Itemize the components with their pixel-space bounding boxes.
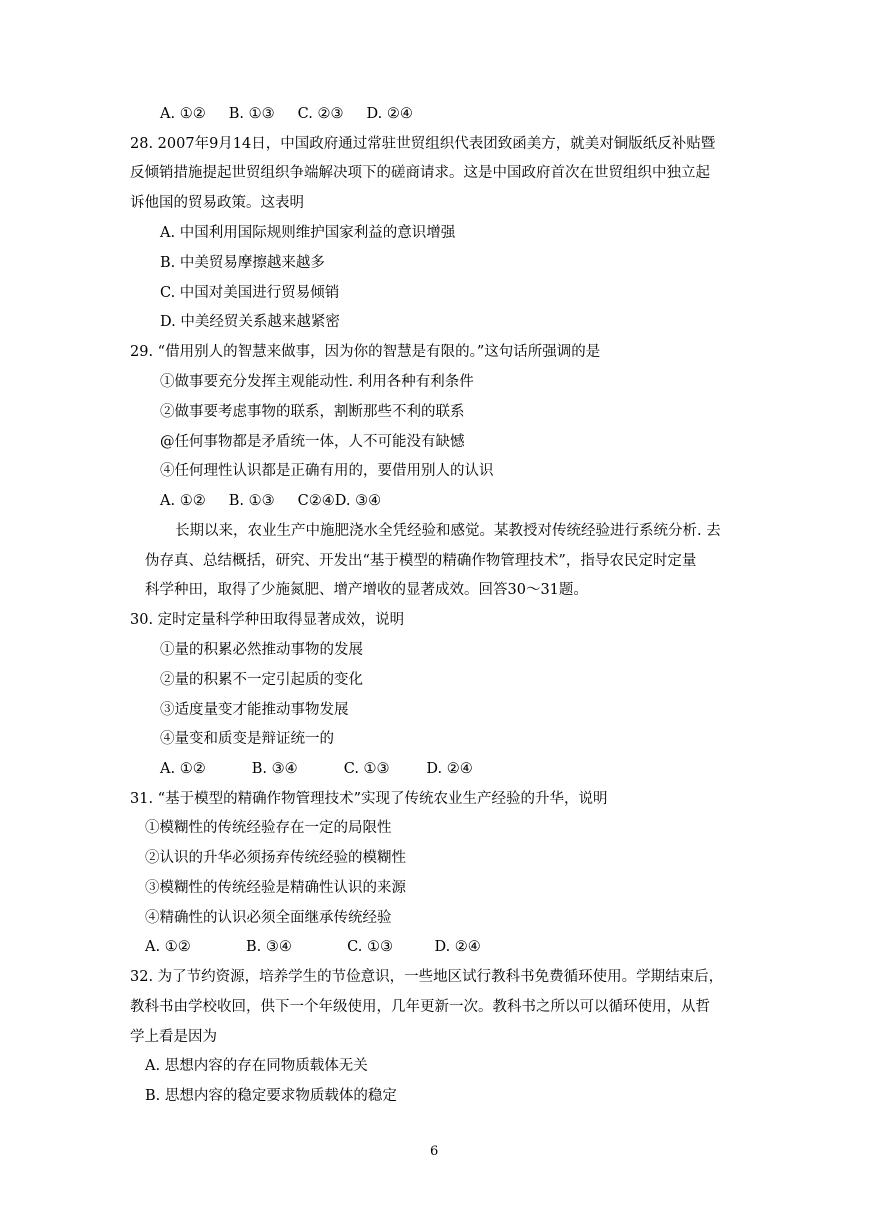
question-29-statement: ①做事要充分发挥主观能动性. 利用各种有利条件: [160, 374, 474, 390]
passage-line: 科学种田，取得了少施氮肥、增产增收的显著成效。回答30～31题。: [145, 582, 588, 598]
question-29-stem: 29. “借用别人的智慧来做事，因为你的智慧是有限的。”这句话所强调的是: [130, 344, 601, 360]
question-30-options: A. ①② B. ③④ C. ①③ D. ②④: [160, 761, 473, 777]
page-number: 6: [430, 1144, 439, 1159]
question-28-option-a: A. 中国利用国际规则维护国家利益的意识增强: [160, 225, 456, 241]
question-29-statement: @任何事物都是矛盾统一体，人不可能没有缺憾: [160, 434, 465, 450]
question-32-option-b: B. 思想内容的稳定要求物质载体的稳定: [145, 1088, 397, 1104]
question-28-option-b: B. 中美贸易摩擦越来越多: [160, 255, 325, 271]
question-31-statement: ④精确性的认识必须全面继承传统经验: [145, 910, 392, 926]
question-31-stem: 31. “基于模型的精确作物管理技术”实现了传统农业生产经验的升华，说明: [130, 791, 608, 807]
question-30-statement: ②量的积累不一定引起质的变化: [160, 672, 363, 688]
question-28-stem: 28. 2007年9月14日，中国政府通过常驻世贸组织代表团致函美方，就美对铜版纸反补贴暨: [130, 136, 716, 152]
question-30-statement: ①量的积累必然推动事物的发展: [160, 642, 363, 658]
question-30-statement: ③适度量变才能推动事物发展: [160, 702, 349, 718]
question-28-stem: 反倾销措施提起世贸组织争端解决项下的磋商请求。这是中国政府首次在世贸组织中独立起: [130, 165, 710, 181]
passage-line: 伪存真、总结概括，研究、开发出“基于模型的精确作物管理技术”，指导农民定时定量: [145, 553, 697, 569]
question-30-statement: ④量变和质变是辩证统一的: [160, 731, 334, 747]
question-32-option-a: A. 思想内容的存在同物质载体无关: [145, 1058, 368, 1074]
question-32-stem: 32. 为了节约资源，培养学生的节俭意识，一些地区试行教科书免费循环使用。学期结束后，: [130, 969, 724, 985]
question-32-stem: 教科书由学校收回，供下一个年级使用，几年更新一次。教科书之所以可以循环使用，从哲: [130, 999, 710, 1015]
question-30-stem: 30. 定时定量科学种田取得显著成效，说明: [130, 612, 405, 628]
question-27-options: A. ①② B. ①③ C. ②③ D. ②④: [160, 106, 413, 122]
question-31-statement: ③模糊性的传统经验是精确性认识的来源: [145, 880, 406, 896]
passage-line: 长期以来，农业生产中施肥浇水全凭经验和感觉。某教授对传统经验进行系统分析. 去: [175, 523, 721, 539]
question-31-statement: ①模糊性的传统经验存在一定的局限性: [145, 820, 392, 836]
question-28-stem: 诉他国的贸易政策。这表明: [130, 195, 304, 211]
question-31-statement: ②认识的升华必须扬弃传统经验的模糊性: [145, 850, 406, 866]
question-28-option-c: C. 中国对美国进行贸易倾销: [160, 285, 340, 301]
question-29-statement: ②做事要考虑事物的联系，割断那些不利的联系: [160, 404, 465, 420]
question-32-stem: 学上看是因为: [130, 1029, 217, 1045]
question-29-options: A. ①② B. ①③ C②④D. ③④: [160, 493, 382, 509]
question-29-statement: ④任何理性认识都是正确有用的，要借用别人的认识: [160, 463, 494, 479]
question-31-options: A. ①② B. ③④ C. ①③ D. ②④: [145, 939, 481, 955]
question-28-option-d: D. 中美经贸关系越来越紧密: [160, 314, 340, 330]
